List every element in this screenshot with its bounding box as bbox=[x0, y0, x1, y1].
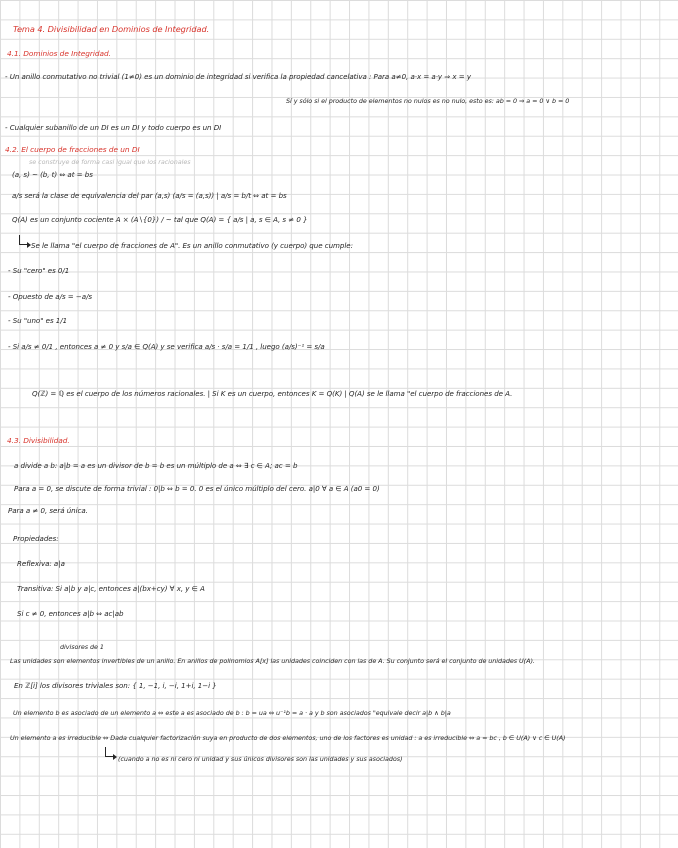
property-cancel: Si c ≠ 0, entonces a|b ⇔ ac|ab bbox=[17, 609, 124, 618]
faint-annotation: se construye de forma casi igual que los racionales bbox=[29, 158, 191, 166]
arrow-icon bbox=[105, 747, 113, 757]
equivalence-relation: (a, s) ~ (b, t) ⇔ at = bs bbox=[12, 170, 93, 179]
rationals-note: Q(ℤ) = ℚ es el cuerpo de los números racionales. | Si K es un cuerpo, entonces K = Q(K) | Q(A) se le llama "el cuerpo de fracciones de A. bbox=[32, 389, 513, 398]
section-heading-4-2: 4.2. El cuerpo de fracciones de un DI bbox=[5, 145, 140, 154]
divides-definition: a divide a b: a|b = a es un divisor de b = b es un múltiplo de a ⇔ ∃ c ∈ A; ac = b bbox=[14, 461, 298, 470]
properties-heading: Propiedades: bbox=[13, 534, 59, 543]
di-definition: - Un anillo conmutativo no trivial (1≠0) es un dominio de integridad si verifica la propiedad cancelativa : Para a≠0, a·x = a·y ⇒ x = y bbox=[5, 72, 471, 81]
opposite-element: - Opuesto de a/s = −a/s bbox=[8, 292, 93, 301]
units-definition: Las unidades son elementos invertibles de un anillo. En anillos de polinomios A[x] las unidades coinciden con las de A. Su conjunto será el conjunto de unidades U(A). bbox=[10, 657, 535, 665]
zero-case: Para a = 0, se discute de forma trivial : 0|b ⇔ b = 0. 0 es el único múltiplo del cero. a|0 ∀ a ∈ A (a0 = 0) bbox=[14, 484, 380, 493]
property-reflexive: Reflexiva: a|a bbox=[17, 559, 65, 568]
class-definition: a/s será la clase de equivalencia del par (a,s) (a/s = (a,s)) | a/s = b/t ⇔ at = bs bbox=[12, 191, 287, 200]
di-equivalence: Sí y sólo si el producto de elementos no nulos es no nulo, esto es: ab = 0 ⇒ a = 0 ∨ b = 0 bbox=[286, 97, 570, 105]
page-title: Tema 4. Divisibilidad en Dominios de Integridad. bbox=[13, 24, 210, 34]
quotient-set: Q(A) es un conjunto cociente A × (A∖{0}) / ~ tal que Q(A) = { a/s | a, s ∈ A, s ≠ 0 } bbox=[12, 215, 308, 224]
associated-elements: Un elemento b es asociado de un elemento a ⇔ este a es asociado de b : b = ua ⇔ u⁻¹b = a · a y b son asociados "equivale decir a|b ∧ b|a bbox=[13, 709, 451, 717]
nonzero-case: Para a ≠ 0, será única. bbox=[8, 506, 88, 515]
irreducible-note: (cuando a no es ni cero ni unidad y sus únicos divisores son las unidades y sus asociados) bbox=[118, 755, 403, 763]
section-heading-4-3: 4.3. Divisibilidad. bbox=[7, 436, 70, 445]
arrow-icon bbox=[19, 235, 27, 245]
gaussian-integers-units: En ℤ[i] los divisores triviales son: { 1, −1, i, −i, 1+i, 1−i } bbox=[14, 681, 217, 690]
subring-note: - Cualquier subanillo de un DI es un DI y todo cuerpo es un DI bbox=[5, 123, 222, 132]
inverse-element: - Si a/s ≠ 0/1 , entonces a ≠ 0 y s/a ∈ Q(A) y se verifica a/s · s/a = 1/1 , luego (a/s)⁻¹ = s/a bbox=[8, 342, 325, 351]
property-transitive: Transitiva: Si a|b y a|c, entonces a|(bx+cy) ∀ x, y ∈ A bbox=[17, 584, 205, 593]
field-of-fractions-note: Se le llama "el cuerpo de fracciones de A". Es un anillo conmutativo (y cuerpo) que cumple: bbox=[31, 241, 353, 250]
units-annotation: divisores de 1 bbox=[60, 643, 104, 651]
section-heading-4-1: 4.1. Dominios de Integridad. bbox=[7, 49, 111, 58]
unit-element: - Su "uno" es 1/1 bbox=[8, 316, 68, 325]
irreducible-definition: Un elemento a es irreducible ⇔ Dada cualquier factorización suya en producto de dos elementos, uno de los factores es unidad : a es irreducible ⇔ a = bc , b ∈ U(A) ∨ c ∈ U(A) bbox=[10, 734, 566, 742]
zero-element: - Su "cero" es 0/1 bbox=[8, 266, 70, 275]
